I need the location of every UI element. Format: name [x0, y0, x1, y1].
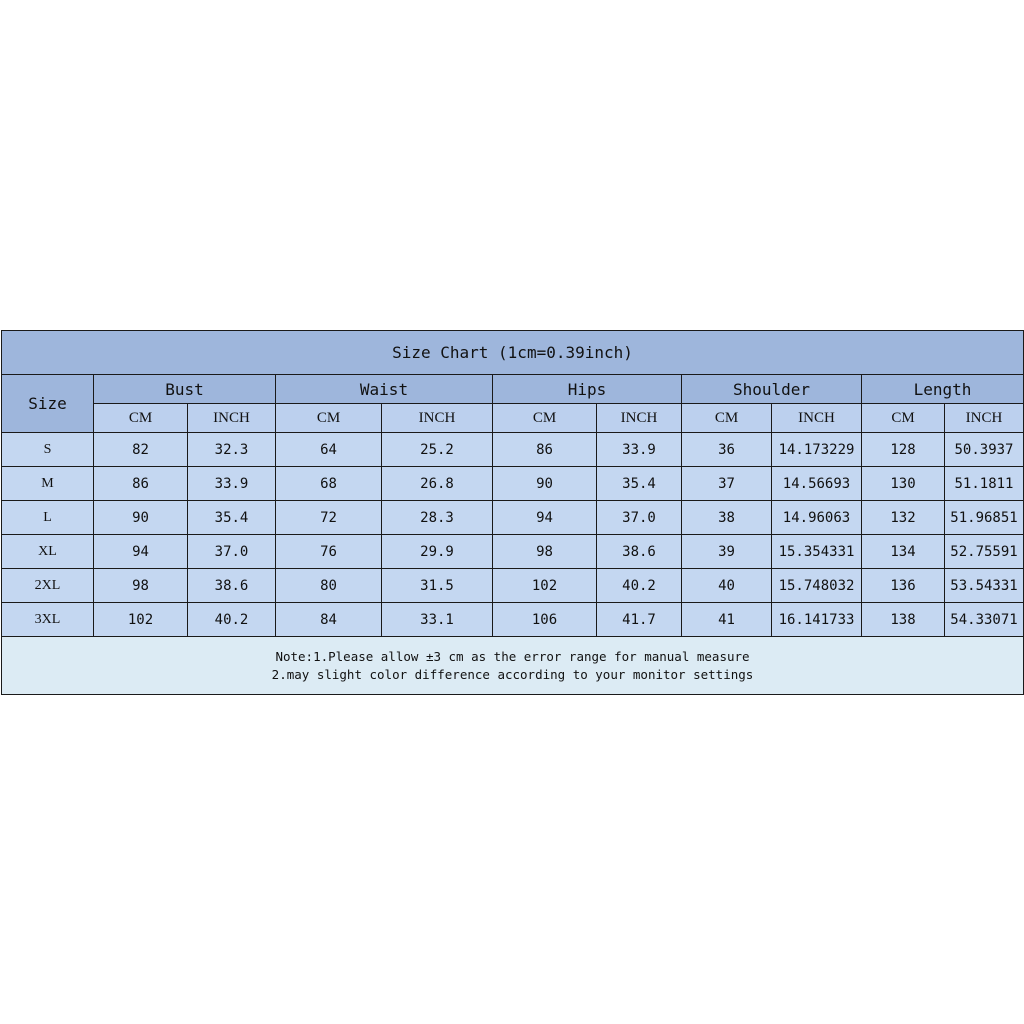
unit-header: CM: [682, 404, 772, 433]
size-cell: L: [2, 501, 94, 535]
table-cell: 51.1811: [945, 467, 1024, 501]
table-row: [2, 501, 1024, 535]
table-cell: 94: [94, 535, 188, 569]
table-cell: 37.0: [188, 535, 276, 569]
size-cell: 2XL: [2, 569, 94, 603]
size-chart-table: [1, 330, 1024, 695]
table-cell: 25.2: [382, 433, 493, 467]
unit-header: INCH: [188, 404, 276, 433]
table-cell: 40.2: [597, 569, 682, 603]
table-row: [2, 433, 1024, 467]
table-row: [2, 535, 1024, 569]
table-cell: 41.7: [597, 603, 682, 637]
table-cell: 136: [862, 569, 945, 603]
table-cell: 102: [94, 603, 188, 637]
size-cell: XL: [2, 535, 94, 569]
table-cell: 15.748032: [772, 569, 862, 603]
group-header-length: Length: [862, 375, 1024, 404]
group-header-shoulder: Shoulder: [682, 375, 862, 404]
table-cell: 84: [276, 603, 382, 637]
table-cell: 64: [276, 433, 382, 467]
group-header-bust: Bust: [94, 375, 276, 404]
table-cell: 98: [493, 535, 597, 569]
unit-header: INCH: [597, 404, 682, 433]
table-cell: 68: [276, 467, 382, 501]
table-cell: 37: [682, 467, 772, 501]
table-row: [2, 603, 1024, 637]
group-header-waist: Waist: [276, 375, 493, 404]
size-chart: [1, 330, 1023, 694]
unit-header: CM: [493, 404, 597, 433]
table-cell: 102: [493, 569, 597, 603]
table-cell: 29.9: [382, 535, 493, 569]
table-cell: 130: [862, 467, 945, 501]
group-header-hips: Hips: [493, 375, 682, 404]
table-cell: 94: [493, 501, 597, 535]
table-cell: 39: [682, 535, 772, 569]
table-cell: 33.1: [382, 603, 493, 637]
table-cell: 138: [862, 603, 945, 637]
title-row: [2, 331, 1024, 375]
table-cell: 72: [276, 501, 382, 535]
table-cell: 33.9: [188, 467, 276, 501]
note-box: [2, 637, 1024, 695]
unit-header: INCH: [382, 404, 493, 433]
unit-header: INCH: [772, 404, 862, 433]
table-cell: 28.3: [382, 501, 493, 535]
table-cell: 50.3937: [945, 433, 1024, 467]
table-cell: 128: [862, 433, 945, 467]
table-cell: 80: [276, 569, 382, 603]
table-cell: 31.5: [382, 569, 493, 603]
table-cell: 35.4: [597, 467, 682, 501]
size-column-header: Size: [2, 375, 94, 433]
table-cell: 86: [493, 433, 597, 467]
size-cell: 3XL: [2, 603, 94, 637]
table-cell: 76: [276, 535, 382, 569]
table-cell: 37.0: [597, 501, 682, 535]
table-cell: 106: [493, 603, 597, 637]
table-cell: 90: [94, 501, 188, 535]
unit-header: INCH: [945, 404, 1024, 433]
note-line: 2.may slight color difference according to your monitor settings: [271, 666, 754, 682]
table-cell: 32.3: [188, 433, 276, 467]
size-cell: M: [2, 467, 94, 501]
table-cell: 86: [94, 467, 188, 501]
table-row: [2, 467, 1024, 501]
chart-title: Size Chart (1cm=0.39inch): [2, 331, 1024, 375]
table-cell: 53.54331: [945, 569, 1024, 603]
table-cell: 38.6: [597, 535, 682, 569]
table-cell: 40: [682, 569, 772, 603]
table-cell: 132: [862, 501, 945, 535]
table-cell: 16.141733: [772, 603, 862, 637]
table-cell: 40.2: [188, 603, 276, 637]
note-line: Note:1.Please allow ±3 cm as the error range for manual measure: [275, 648, 750, 664]
note-row: [2, 637, 1024, 695]
table-cell: 52.75591: [945, 535, 1024, 569]
table-body: [2, 331, 1024, 695]
unit-header-row: [2, 404, 1024, 433]
unit-header: CM: [94, 404, 188, 433]
table-cell: 35.4: [188, 501, 276, 535]
table-cell: 26.8: [382, 467, 493, 501]
table-cell: 15.354331: [772, 535, 862, 569]
table-cell: 14.173229: [772, 433, 862, 467]
table-cell: 54.33071: [945, 603, 1024, 637]
table-cell: 38: [682, 501, 772, 535]
table-row: [2, 569, 1024, 603]
table-cell: 14.96063: [772, 501, 862, 535]
table-cell: 38.6: [188, 569, 276, 603]
unit-header: CM: [862, 404, 945, 433]
table-cell: 82: [94, 433, 188, 467]
table-cell: 33.9: [597, 433, 682, 467]
table-cell: 134: [862, 535, 945, 569]
group-header-row: [2, 375, 1024, 404]
table-cell: 90: [493, 467, 597, 501]
table-cell: 36: [682, 433, 772, 467]
size-cell: S: [2, 433, 94, 467]
table-cell: 41: [682, 603, 772, 637]
unit-header: CM: [276, 404, 382, 433]
table-cell: 51.96851: [945, 501, 1024, 535]
table-cell: 14.56693: [772, 467, 862, 501]
table-cell: 98: [94, 569, 188, 603]
